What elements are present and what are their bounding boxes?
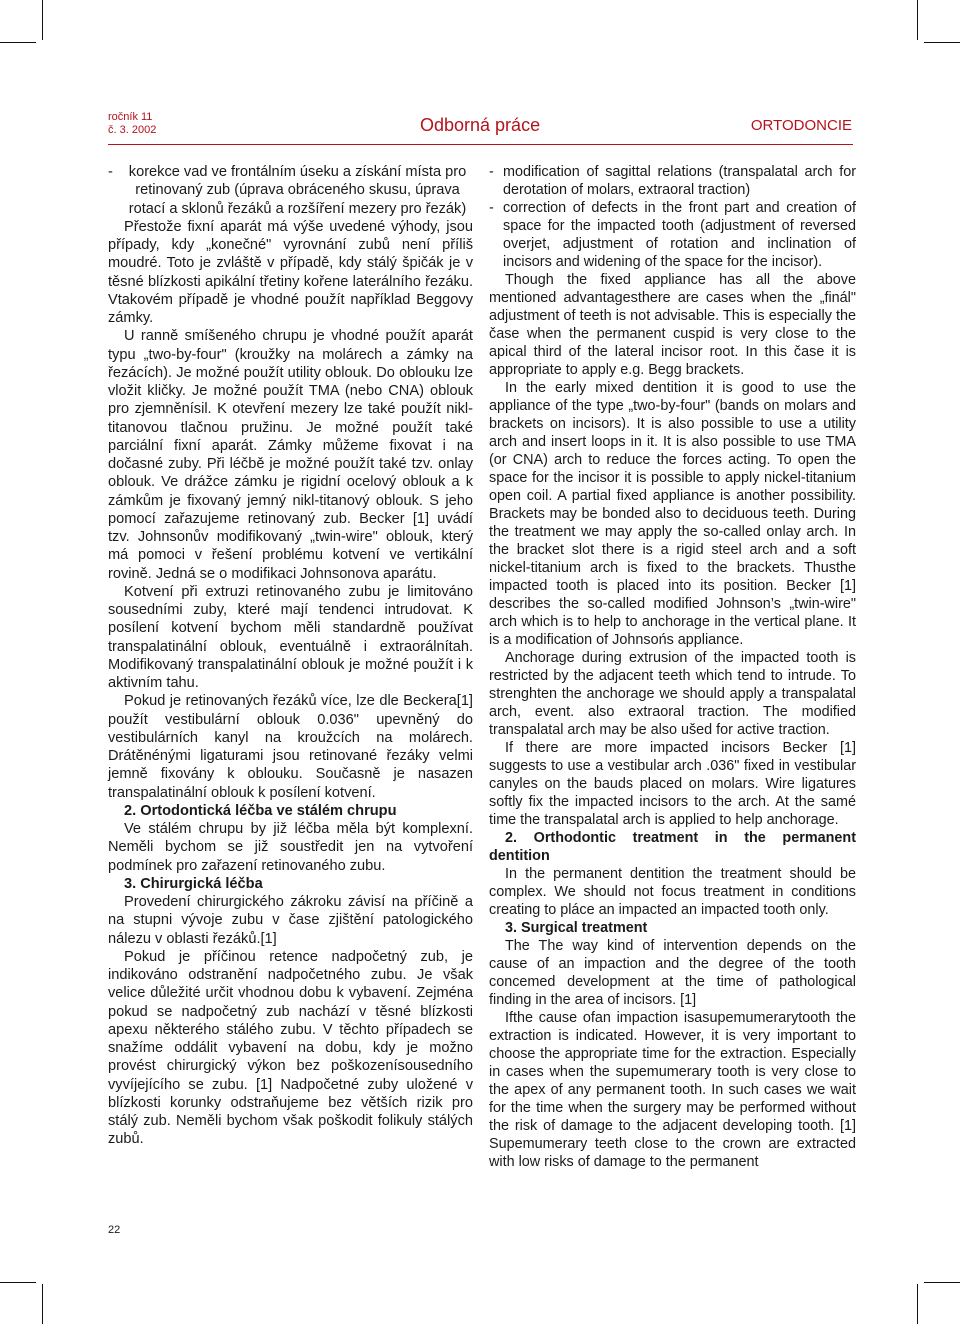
crop-mark-top-left [42,0,43,40]
category-label: ORTODONCIE [750,117,852,134]
paragraph: The The way kind of intervention depends on the cause of an impaction and the degree of the tooth concemed development at the time of pathological finding in the area of incisors. [1] [489,938,856,1008]
section-title: Odborná práce [420,115,541,135]
crop-mark-top-right [917,0,918,40]
paragraph: In the permanent dentition the treatment should be complex. We should not focus treatment in conditions creating to pláce an impacted an impacted tooth only. [489,866,856,918]
page-number: 22 [108,1224,121,1236]
section-heading: 3. Surgical treatment [505,920,648,936]
paragraph: Provedení chirurgického zákroku závisí na příčině a na stupni vývoje zubu v čase zjištění patologického nálezu v oblasti řezáků.[1] [108,894,473,947]
paragraph: Pokud je retinovaných řezáků více, lze dle Beckera[1] použít vestibulární oblouk 0.036" upevněný do vestibulárních kanyl na kroužcích na molárech. Drátěnénými ligaturami jsou retinované řezáky velmi jemně fixovány k oblouku. Současně je nasazen transpalatinální oblouk k posílení kotvení. [108,693,473,801]
paragraph: Though the fixed appliance has all the above mentioned advantagesthere are cases when the „finál" adjustment of teeth is not advisable. This is especially the čase when the permanent cuspid is very close to the apical third of the lateral incisor root. In this čase it is appropriate to apply e.g. Begg brackets. [489,272,856,378]
list-item-text: korekce vad ve frontálním úseku a získání místa pro retinovaný zub (úprava obráceného skusu, úprava rotací a sklonů řezáků a rozšíření mezery pro řezák) [128,164,467,217]
crop-mark-bottom-right [917,1284,918,1324]
list-item-text: correction of defects in the front part and creation of space for the impacted tooth (adjustment of reversed overjet, adjustment of rotation and inclination of incisors and widening of the space for the incisor). [503,200,856,270]
paragraph: Přestože fixní aparát má výše uvedené výhody, jsou případy, kdy „konečné" vyrovnání zubů není příliš moudré. Toto je zvláště v případě, kdy stálý špičák je v těsné blízkosti apikální třetiny kořene laterálního řezáku. Vtakovém případě je vhodné použít například Beggovy zámky. [108,218,473,326]
paragraph: If there are more impacted incisors Becker [1] suggests to use a vestibular arch .036" fixed in vestibular canyles on the bauds placed on molars. Wire ligatures softly fix the impacted incisors to the arch. At the samé time the transpalatal arch is applied to help anchorage. [489,740,856,828]
crop-mark-bottom-right-h [924,1282,960,1283]
crop-mark-top-left-h [0,42,36,43]
paragraph: Kotvení při extruzi retinovaného zubu je limitováno sousedními zuby, které mají tendenci intrudovat. K posílení kotvení bychom měli standardně používat transpalatinální oblouk, eventuálně i extraorálnítah. Modifikovaný transpalatinální oblouk je možné použít i k aktivním tahu. [108,583,473,691]
list-item: - korekce vad ve frontálním úseku a získání místa pro retinovaný zub (úprava obráceného skusu, úprava rotací a sklonů řezáků a rozšíření mezery pro řezák) [108,163,473,218]
crop-mark-bottom-left [42,1284,43,1324]
paragraph: Ifthe cause ofan impaction isasupemumerarytooth the extraction is indicated. However, it is very important to choose the appropriate time for the extraction. Especially in cases when the supemumerary tooth is very close to the apex of any permanent tooth. In such cases we wait for the time when the surgery may be performed without the risk of damage to the adjacent developing tooth. [1] Supemumerary teeth close to the crown are extracted with low risks of damage to the permanent [489,1010,856,1170]
crop-mark-top-right-h [924,42,960,43]
paragraph: In the early mixed dentition it is good to use the appliance of the type „two-by-four" (bands on molars and brackets on incisors). It is also possible to use a utility arch and insert loops in it. It is also possible to use TMA (or CNA) arch to reduce the forces acting. To open the space for the incisor it is possible to apply nickel-titanium open coil. A partial fixed appliance is another possibility. Brackets may be bonded also to deciduous teeth. During the treatment we may apply the so-called onlay arch. In the bracket slot there is a rigid steel arch and a soft nickel-titanium arch is fixed to the brackets. Thusthe impacted tooth is placed into its position. Becker [1] describes the so-called modified Johnson’s „twin-wire" arch which is to help to anchorage in the vertical plane. It is a modification of Johnsońs appliance. [489,380,856,648]
list-item-text: modification of sagittal relations (transpalatal arch for derotation of molars, extraoral traction) [503,164,856,198]
section-heading: 2. Ortodontická léčba ve stálém chrupu [124,802,397,819]
left-column [108,163,473,1149]
paragraph: Ve stálém chrupu by již léčba měla být komplexní. Neměli bychom se již soustředit jen na vytvoření podmínek pro zařazení retinovaného zubu. [108,821,473,874]
paragraph: U ranně smíšeného chrupu je vhodné použít aparát typu „two-by-four" (kroužky na molárech a zámky na řezácích). Je možné použít utility oblouk. Do oblouku lze vložit kličky. Je možné použít TMA (nebo CNA) oblouk pro zjemněnísil. K otevření mezery lze také použít nikl-titanovou tlačnou pružinu. Je možné použít také parciální fixní aparát. Zámky můžeme fixovat i na dočasné zuby. Při léčbě je možné použít také tzv. onlay oblouk. Ve drážce zámku je rigidní ocelový oblouk a k zámkům je fixovaný jemný nikl-titanový oblouk. S jeho pomocí zařazujeme retinovaný zub. Becker [1] uvádí tzv. Johnsonův modifikovaný „twin-wire" oblouk, který má pomoci v řešení problému kotvení ve vertikální rovině. Jedná se o modifikaci Johnsonova aparátu. [108,328,473,582]
crop-mark-bottom-left-h [0,1282,36,1283]
volume-label: ročník 11 [108,111,153,123]
paragraph: Anchorage during extrusion of the impacted tooth is restricted by the adjacent teeth which tend to intrude. To strenghten the anchorage we should apply a transpalatal arch, event. also extraoral traction. The modified transpalatal arch may be also ušed for active traction. [489,650,856,738]
paragraph: Pokud je příčinou retence nadpočetný zub, je indikováno odstranění nadpočetného zubu. Je však velice důležité určit vhodnou dobu k vybavení. Zejména pokud se nadpočetný zub nachází v těsné blízkosti apexu některého stálého zubu. V těchto případech se snažíme oddálit vybavení na dobu, kdy je možno provést chirurgický výkon bez poškozenísousedního vyvíjejícího se zubu. [1] Nadpočetné zuby uložené v blízkosti korunky odstraňujeme bez větších rizik pro stálý zub. Neměli bychom však poškodit folikuly stálých zubů. [108,948,473,1148]
section-heading: 3. Chirurgická léčba [124,875,263,892]
list-item: - modification of sagittal relations (transpalatal arch for derotation of molars, extraoral traction) [489,164,856,198]
section-heading: 2. Orthodontic treatment in the permanent dentition [489,830,856,864]
issue-info [108,111,156,137]
list-item: - correction of defects in the front part and creation of space for the impacted tooth (adjustment of reversed overjet, adjustment of rotation and inclination of incisors and widening of the space for the incisor). [489,200,856,270]
header-rule [108,144,853,145]
right-column [489,163,856,1171]
issue-label: č. 3. 2002 [108,124,157,136]
